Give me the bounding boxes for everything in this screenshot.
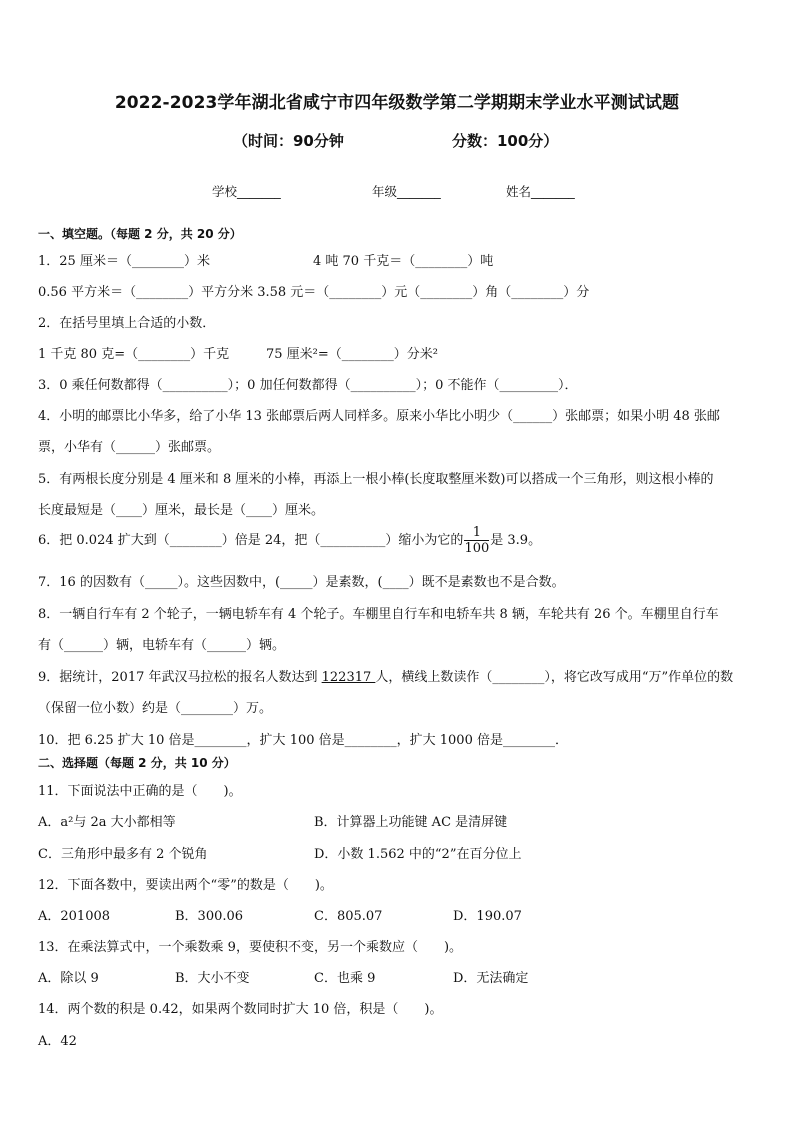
question-11-option-c: C．三角形中最多有 2 个锐角 xyxy=(38,847,208,862)
question-11: 11．下面说法中正确的是（ )。 xyxy=(38,784,242,799)
question-11-option-a: A．a²与 2a 大小都相等 xyxy=(38,815,176,830)
question-10: 10．把 6.25 扩大 10 倍是________，扩大 100 倍是________，扩大 1000 倍是________． xyxy=(38,733,568,748)
question-1b: 4 吨 70 千克＝（________）吨 xyxy=(313,254,494,269)
question-12-option-b: B．300.06 xyxy=(175,909,244,924)
underlined-number: 122317 xyxy=(321,670,376,685)
question-2a: 1 千克 80 克=（________）千克 xyxy=(38,347,230,362)
question-14-option-a: A．42 xyxy=(38,1034,77,1049)
question-6 xyxy=(38,525,541,556)
question-13: 13．在乘法算式中，一个乘数乘 9，要使积不变，另一个乘数应（ )。 xyxy=(38,940,463,955)
exam-score: 分数：100分） xyxy=(452,132,559,150)
question-12-option-d: D．190.07 xyxy=(453,909,522,924)
question-5-line1: 5．有两根长度分别是 4 厘米和 8 厘米的小棒，再添上一根小棒(长度取整厘米数)可以搭成一个三角形，则这根小棒的 xyxy=(38,472,714,487)
question-13-option-d: D．无法确定 xyxy=(453,971,529,986)
page-title: 2022-2023学年湖北省咸宁市四年级数学第二学期期末学业水平测试试题 xyxy=(114,93,680,113)
question-1c: 0.56 平方米＝（________）平方分米 3.58 元＝（________）元（________）角（________）分 xyxy=(38,285,590,300)
question-3: 3．0 乘任何数都得（__________）；0 加任何数都得（__________）；0 不能作（_________）． xyxy=(38,378,578,393)
question-13-option-c: C．也乘 9 xyxy=(314,971,376,986)
question-2b: 75 厘米²=（________）分米² xyxy=(266,347,438,362)
question-11-option-b: B．计算器上功能键 AC 是清屏键 xyxy=(314,815,508,830)
question-9-text-a: 9．据统计，2017 年武汉马拉松的报名人数达到 xyxy=(38,670,322,685)
question-9-line1 xyxy=(38,666,733,685)
fraction-one-hundredth xyxy=(464,525,489,556)
question-12-option-c: C．805.07 xyxy=(314,909,383,924)
question-1a: 1．25 厘米＝（________）米 xyxy=(38,254,210,269)
section-fill-in-title: 一、填空题。（每题 2 分，共 20 分） xyxy=(38,227,242,241)
exam-time: （时间：90分钟 xyxy=(233,132,344,150)
question-14: 14．两个数的积是 0.42，如果两个数同时扩大 10 倍，积是（ )。 xyxy=(38,1002,443,1017)
question-12-option-a: A．201008 xyxy=(38,909,111,924)
question-6-text-b: 是 3.9。 xyxy=(490,533,542,548)
school-field: 学校_______ xyxy=(212,184,281,199)
question-4-line2: 票，小华有（______）张邮票。 xyxy=(38,440,221,455)
question-5-line2: 长度最短是（____）厘米，最长是（____）厘米。 xyxy=(38,503,325,518)
question-11-option-d: D．小数 1.562 中的“2”在百分位上 xyxy=(314,847,522,862)
question-13-option-b: B．大小不变 xyxy=(175,971,250,986)
question-4-line1: 4．小明的邮票比小华多，给了小华 13 张邮票后两人同样多。原来小华比小明少（______）张邮票；如果小明 48 张邮 xyxy=(38,409,720,424)
grade-field: 年级_______ xyxy=(372,184,441,199)
fraction-numerator: 1 xyxy=(464,525,489,541)
question-13-option-a: A．除以 9 xyxy=(38,971,99,986)
question-8-line1: 8．一辆自行车有 2 个轮子，一辆电轿车有 4 个轮子。车棚里自行车和电轿车共 8 辆，车轮共有 26 个。车棚里自行车 xyxy=(38,607,719,622)
question-6-text-a: 6．把 0.024 扩大到（________）倍是 24，把（__________）缩小为它的 xyxy=(38,533,464,548)
question-12: 12．下面各数中，要读出两个“零”的数是（ )。 xyxy=(38,878,333,893)
name-field: 姓名_______ xyxy=(506,184,575,199)
question-9-line2: （保留一位小数）约是（________）万。 xyxy=(38,701,273,716)
question-2: 2．在括号里填上合适的小数． xyxy=(38,316,216,331)
section-choice-title: 二、选择题（每题 2 分，共 10 分） xyxy=(38,756,236,770)
question-7: 7．16 的因数有（_____）。这些因数中，(_____）是素数，(____）既不是素数也不是合数。 xyxy=(38,575,565,590)
fraction-denominator: 100 xyxy=(464,541,490,556)
question-9-text-b: 人，横线上数读作（________），将它改写成用“万”作单位的数 xyxy=(375,670,734,685)
question-8-line2: 有（______）辆，电轿车有（______）辆。 xyxy=(38,638,286,653)
